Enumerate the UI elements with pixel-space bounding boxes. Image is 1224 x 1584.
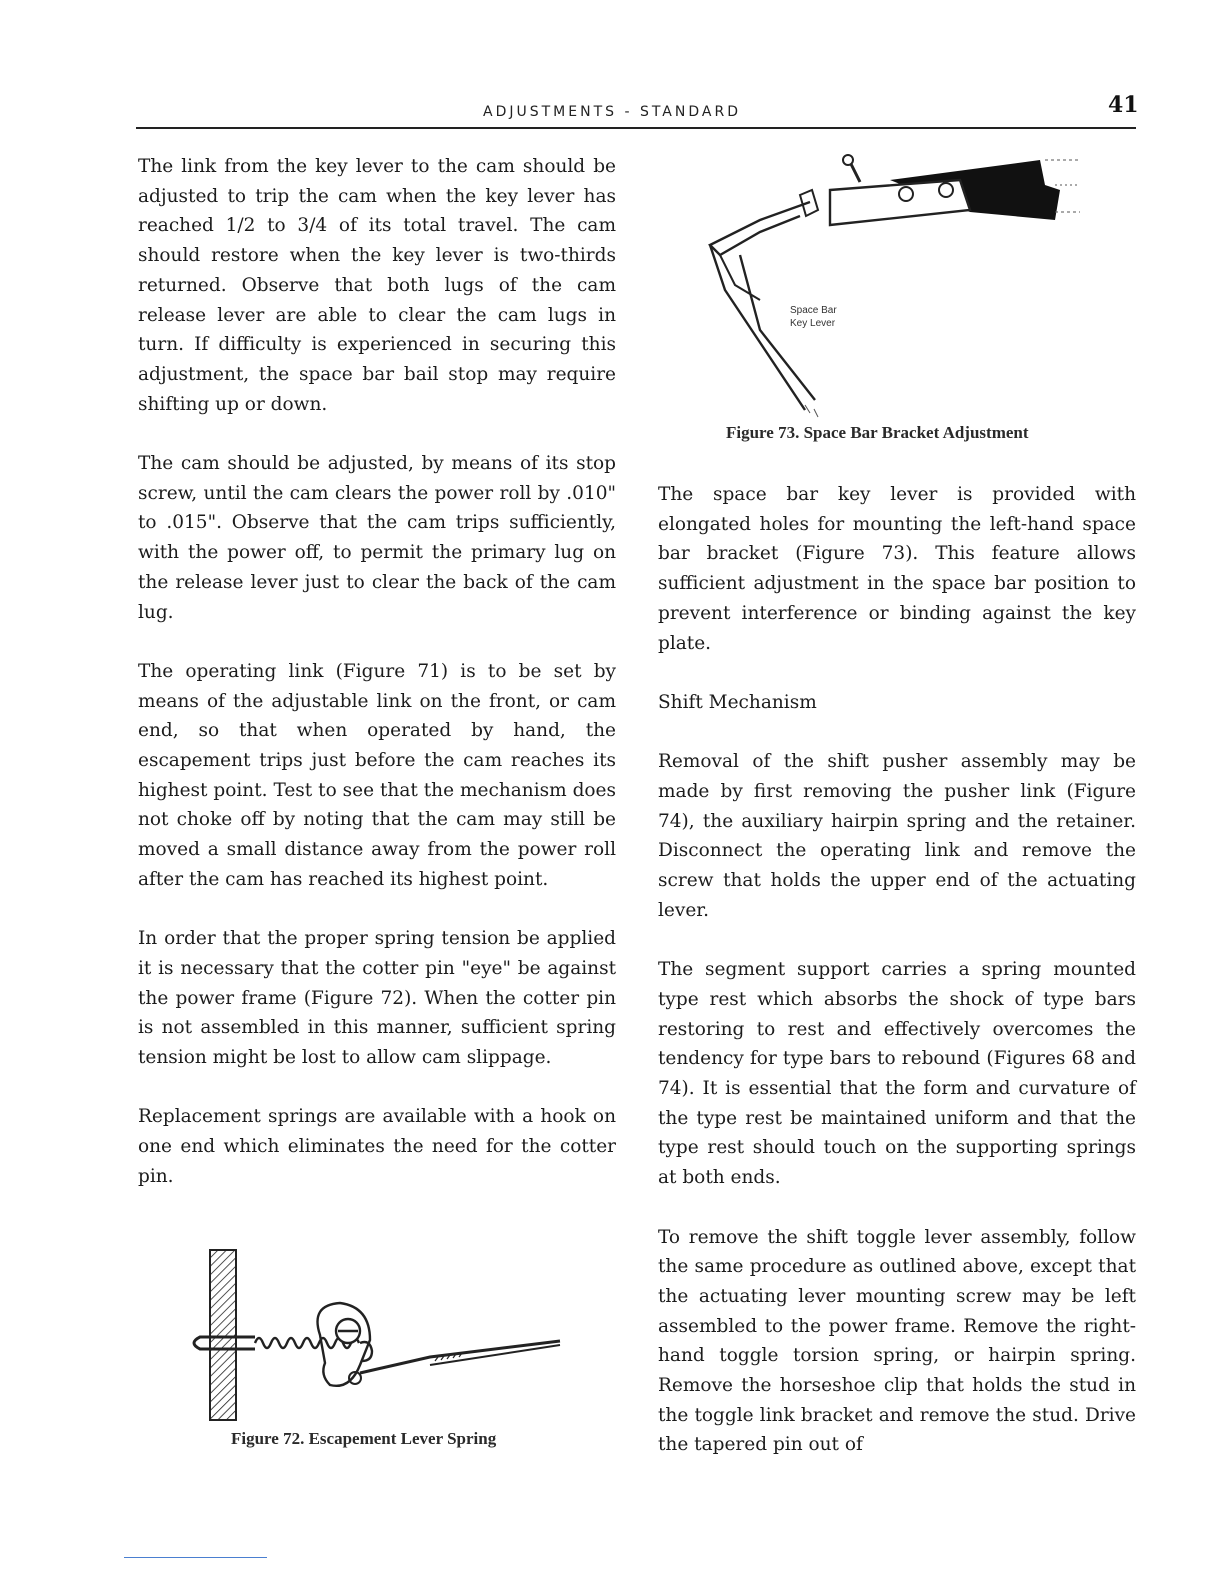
paragraph-space-bar-key-lever: The space bar key lever is provided with elongated holes for mounting the left-hand space bar bracket (Figure 73). This feature allows sufficient adjustment in the space bar position to prevent interference or binding against the key plate. (658, 484, 1136, 654)
figure-73-label-line1: Space Bar (790, 305, 837, 316)
paragraph-shift-toggle-removal: To remove the shift toggle lever assembly, follow the same procedure as outlined above, except that the actuating lever mounting screw may be left assembled to the power frame. Remove the right-hand toggle torsion spring, or hairpin spring. Remove the horseshoe clip that holds the stud in the toggle link bracket and remove the stud. Drive the tapered pin out of (658, 1226, 1136, 1456)
figure-72-caption: Figure 72. Escapement Lever Spring (231, 1429, 497, 1448)
header-rule (136, 127, 1136, 129)
bottom-underline-mark (124, 1557, 267, 1558)
paragraph-spring-tension: In order that the proper spring tension be applied it is necessary that the cotter pin "eye" be against the power frame (Figure 72). When the cotter pin is not assembled in this manner, sufficient spring tension might be lost to allow cam slippage. (138, 928, 616, 1069)
page-number: 41 (1108, 92, 1139, 118)
paragraph-shift-pusher-removal: Removal of the shift pusher assembly may be made by first removing the pusher link (Figure 74), the auxiliary hairpin spring and the retainer. Disconnect the operating link and remove the screw that holds the upper end of the actuating lever. (658, 751, 1136, 921)
paragraph-segment-support: The segment support carries a spring mounted type rest which absorbs the shock of type bars restoring to rest and effectively overcomes the tendency for type bars to rebound (Figures 68 and 74). It is essential that the form and curvature of the type rest be maintained uniform and that the type rest should touch on the supporting springs at both ends. (658, 959, 1136, 1189)
left-column (138, 152, 616, 1192)
figure-73-illustration (700, 150, 1080, 420)
paragraph-cam-link: The link from the key lever to the cam should be adjusted to trip the cam when the key lever has reached 1/2 to 3/4 of its total travel. The cam should restore when the key lever is two-thirds returned. Observe that both lugs of the cam release lever are able to clear the cam lugs in turn. If difficulty is experienced in securing this adjustment, the space bar bail stop may require shifting up or down. (138, 156, 616, 415)
figure-73-caption: Figure 73. Space Bar Bracket Adjustment (726, 423, 1029, 442)
running-header: ADJUSTMENTS - STANDARD (483, 104, 741, 120)
figure-73-label-line2: Key Lever (790, 318, 836, 329)
figure-72-illustration (180, 1245, 580, 1425)
paragraph-operating-link: The operating link (Figure 71) is to be set by means of the adjustable link on the front, or cam end, so that when operated by hand, the escapement trips just before the cam reaches its highest point. Test to see that the mechanism does not choke off by noting that the cam may still be moved a small distance away from the power roll after the cam has reached its highest point. (138, 660, 616, 890)
paragraph-cam-stop-screw: The cam should be adjusted, by means of its stop screw, until the cam clears the power roll by .010" to .015". Observe that the cam trips sufficiently, with the power off, to permit the primary lug on the release lever just to clear the back of the cam lug. (138, 453, 616, 623)
paragraph-replacement-springs: Replacement springs are available with a hook on one end which eliminates the need for the cotter pin. (138, 1106, 616, 1187)
right-column (658, 480, 1136, 1460)
section-heading-shift-mechanism: Shift Mechanism (658, 691, 817, 713)
